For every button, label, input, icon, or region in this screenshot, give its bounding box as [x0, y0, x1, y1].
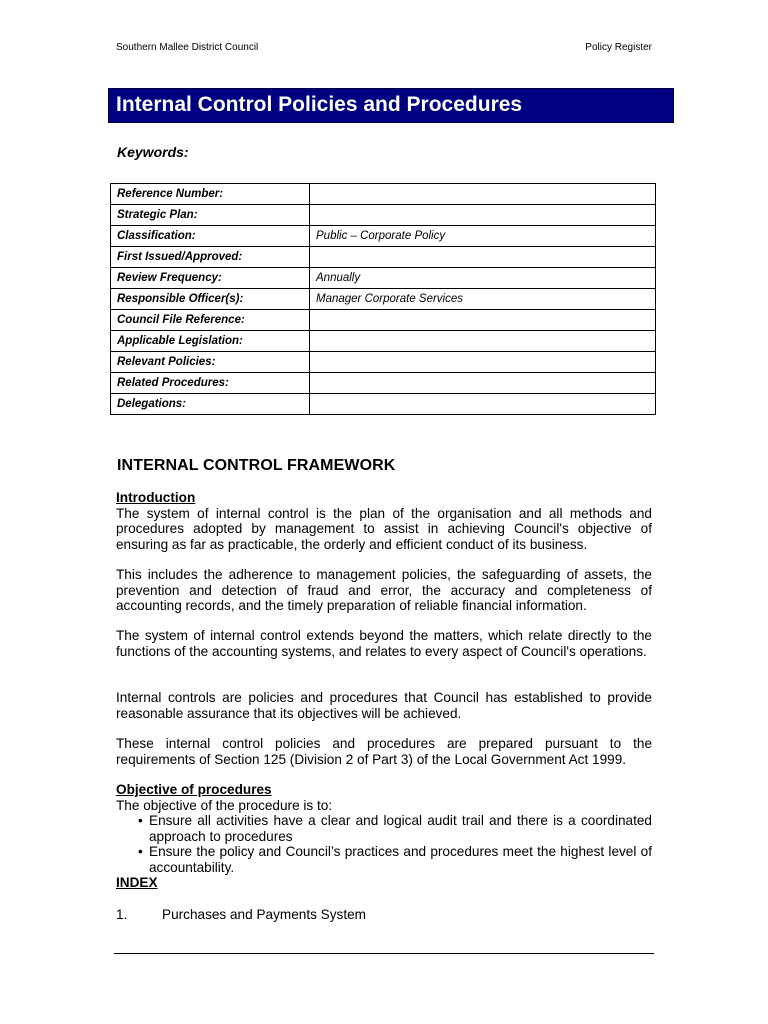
document-title: Internal Control Policies and Procedures	[116, 93, 523, 116]
introduction-heading: Introduction	[116, 490, 196, 505]
paragraph: This includes the adherence to management policies, the safeguarding of assets, the prevention and detection of fraud and error, the accuracy and completeness of accounting records, and the timely preparation of reliable financial information.	[116, 567, 652, 613]
row-value	[310, 310, 656, 331]
table-row	[111, 394, 656, 415]
row-label: Reference Number:	[111, 184, 310, 205]
row-label: First Issued/Approved:	[111, 247, 310, 268]
row-label: Delegations:	[111, 394, 310, 415]
objective-list	[116, 813, 652, 875]
table-row	[111, 268, 656, 289]
row-value	[310, 352, 656, 373]
row-label: Strategic Plan:	[111, 205, 310, 226]
row-value	[310, 184, 656, 205]
paragraph: These internal control policies and procedures are prepared pursuant to the requirements of Section 125 (Division 2 of Part 3) of the Local Government Act 1999.	[116, 736, 652, 767]
table-row	[111, 373, 656, 394]
row-value	[310, 373, 656, 394]
paragraph: The system of internal control extends beyond the matters, which relate directly to the functions of the accounting systems, and relates to every aspect of Council's operations.	[116, 628, 652, 659]
row-value: Manager Corporate Services	[310, 289, 656, 310]
row-label: Responsible Officer(s):	[111, 289, 310, 310]
table-row	[111, 247, 656, 268]
row-label: Classification:	[111, 226, 310, 247]
list-item-text: Ensure the policy and Council’s practices and procedures meet the highest level of accountability.	[149, 844, 652, 875]
header-organisation: Southern Mallee District Council	[116, 42, 259, 53]
index-number: 1.	[116, 907, 128, 922]
index-title: Purchases and Payments System	[162, 907, 366, 922]
policy-info-table	[110, 183, 656, 415]
table-row	[111, 310, 656, 331]
row-value	[310, 247, 656, 268]
title-banner	[108, 88, 674, 123]
table-row	[111, 331, 656, 352]
table-row	[111, 205, 656, 226]
objectives-section	[116, 782, 652, 891]
index-heading: INDEX	[116, 875, 158, 890]
objective-heading: Objective of procedures	[116, 782, 272, 797]
introduction-section	[116, 490, 652, 552]
row-value: Annually	[310, 268, 656, 289]
keywords-label: Keywords:	[117, 144, 189, 160]
table-row	[111, 352, 656, 373]
list-item	[116, 813, 652, 844]
bullet-icon: •	[138, 844, 143, 859]
table-row	[111, 184, 656, 205]
row-label: Council File Reference:	[111, 310, 310, 331]
row-value: Public – Corporate Policy	[310, 226, 656, 247]
row-value	[310, 394, 656, 415]
objective-intro: The objective of the procedure is to:	[116, 797, 333, 813]
paragraph: The system of internal control is the plan of the organisation and all methods and procedures adopted by management to assist in achieving Council's objective of ensuring as far as practicable, the orderly and efficient conduct of its business.	[116, 505, 652, 552]
row-label: Relevant Policies:	[111, 352, 310, 373]
footer-divider	[114, 953, 654, 954]
list-item	[116, 844, 652, 875]
header-register: Policy Register	[585, 42, 652, 53]
row-value	[310, 331, 656, 352]
bullet-icon: •	[138, 813, 143, 828]
paragraph: Internal controls are policies and procedures that Council has established to provide reasonable assurance that its objectives will be achieved.	[116, 690, 652, 721]
row-label: Review Frequency:	[111, 268, 310, 289]
row-label: Applicable Legislation:	[111, 331, 310, 352]
table-row	[111, 226, 656, 247]
index-entry	[116, 907, 366, 923]
list-item-text: Ensure all activities have a clear and logical audit trail and there is a coordinated approach to procedures	[149, 813, 652, 844]
row-value	[310, 205, 656, 226]
framework-heading: INTERNAL CONTROL FRAMEWORK	[117, 457, 396, 474]
row-label: Related Procedures:	[111, 373, 310, 394]
table-row	[111, 289, 656, 310]
